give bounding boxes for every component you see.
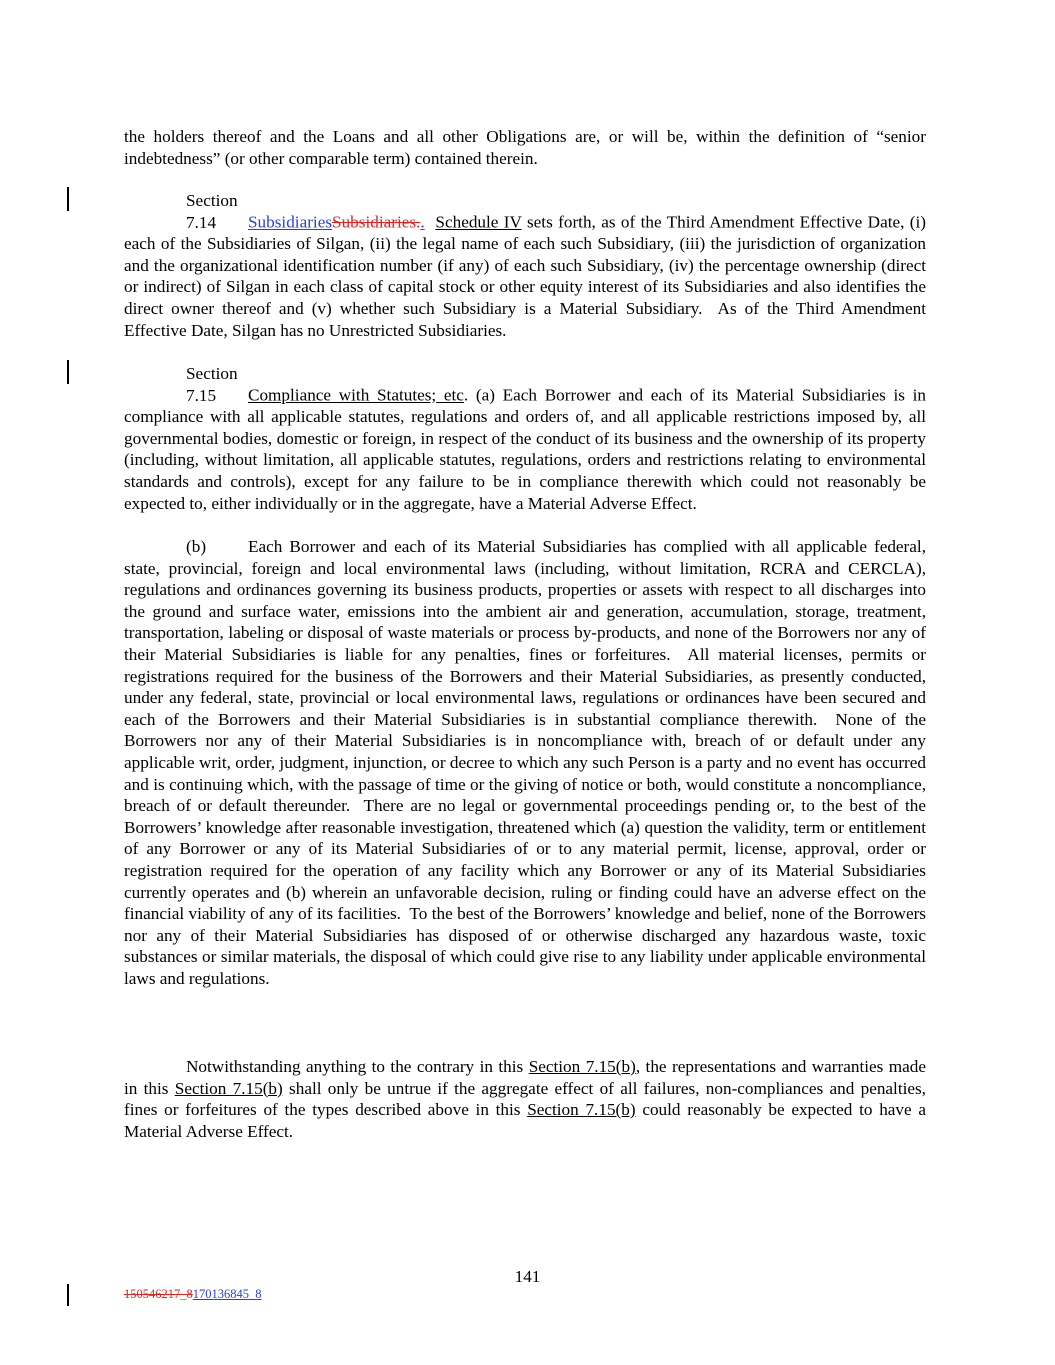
section-7-15-title-period: .: [463, 385, 469, 405]
section-7-15b-body: Each Borrower and each of its Material Subsidiaries has complied with all applicable federal, state, provincial, foreign and local environmental laws (including, without limitation, RCRA and CERCLA), regulations and ordinances governing its business products, properties or assets with respect to all discharges into the ground and surface water, emissions into the ambient air and generation, accumulation, storage, treatment, transportation, labeling or disposal of waste materials or process by-products, and none of the Borrowers nor any of their Material Subsidiaries is liable for any penalties, fines or forfeitures. All material licenses, permits or registrations required for the business of the Borrowers and their Material Subsidiaries, as presently conducted, under any federal, state, provincial or local environmental laws, regulations or ordinances have been secured and each of the Borrowers and their Material Subsidiaries is in substantial compliance therewith. None of the Borrowers nor any of their Material Subsidiaries is in noncompliance with, breach of or default under any applicable writ, order, judgment, injunction, or decree to which any such Person is a party and no event has occurred and is continuing which, with the passage of time or the giving of notice or both, would constitute a noncompliance, breach of or default thereunder. There are no legal or governmental proceedings pending or, to the best of the Borrowers’ knowledge after reasonable investigation, threatened which (a) question the validity, term or entitlement of any Borrower or any of its Material Subsidiaries of or to any material permit, license, approval, order or registration required for the operation of any facility which any Borrower or any of its Material Subsidiaries currently operates and (b) wherein an unfavorable decision, ruling or finding could have an adverse effect on the financial viability of any of its facilities. To the best of the Borrowers’ knowledge and belief, none of the Borrowers nor any of their Material Subsidiaries has disposed of or otherwise discharged any hazardous waste, toxic substances or similar materials, the disposal of which could give rise to any liability under applicable environmental laws and regulations.: [124, 537, 926, 988]
document-id: [124, 1286, 262, 1302]
section-7-15b-reference-1: Section 7.15(b): [528, 1057, 636, 1076]
section-7-15a-body: (a) Each Borrower and each of its Material Subsidiaries is in compliance with all applicable statutes, regulations and orders of, and all applicable restrictions imposed by, all governmental bodies, domestic or foreign, in respect of the conduct of its business and the ownership of its property (including, without limitation, all applicable statutes, regulations, orders and restrictions relating to environmental standards and controls), except for any failure to be in compliance therewith which could not reasonably be expected to, either individually or in the aggregate, have a Material Adverse Effect.: [124, 385, 926, 513]
schedule-iv-reference: Schedule IV: [435, 212, 522, 232]
notwithstanding-text-3: shall only be untrue if the aggregate effect of all failures, non-compliances and penalties, fines or forfeitures of the types described above in this: [124, 1078, 926, 1120]
section-7-14-body: sets forth, as of the Third Amendment Effective Date, (i) each of the Subsidiaries of Silgan, (ii) the legal name of each such Subsidiary, (iii) the jurisdiction of organization and the organizational identification number (if any) of each such Subsidiary, (iv) the percentage ownership (direct or indirect) of Silgan in each class of capital stock or other equity interest of its Subsidiaries and also identifies the direct owner thereof and (v) whether such Subsidiary is a Material Subsidiary. As of the Third Amendment Effective Date, Silgan has no Unrestricted Subsidiaries.: [124, 212, 926, 340]
section-7-14-paragraph: [124, 190, 926, 341]
section-7-15b-label: (b): [186, 537, 207, 556]
section-7-15b-reference-2: Section 7.15(b): [174, 1078, 283, 1098]
notwithstanding-text-1: Notwithstanding anything to the contrary in this: [186, 1057, 529, 1076]
intro-paragraph: [124, 126, 926, 169]
section-7-14-number: Section 7.14: [186, 191, 238, 232]
document-id-deleted: 150546217_8: [124, 1287, 193, 1301]
section-7-15-number: Section 7.15: [186, 364, 238, 405]
section-7-15-title: Compliance with Statutes; etc: [248, 385, 464, 405]
notwithstanding-paragraph: [124, 1056, 926, 1142]
change-bar-footer: [67, 1284, 69, 1306]
section-7-15b-reference-3: Section 7.15(b): [527, 1100, 636, 1120]
notwithstanding-text-2: , the representations and warranties made in this: [124, 1057, 926, 1098]
section-7-15a-paragraph: [124, 363, 926, 514]
intro-text: the holders thereof and the Loans and all other Obligations are, or will be, within the definition of “senior indebtedness” (or other comparable term) contained therein.: [124, 127, 926, 168]
section-7-15b-paragraph: [124, 536, 926, 989]
document-id-inserted: 170136845_8: [192, 1287, 262, 1301]
notwithstanding-text-4: could reasonably be expected to have a Material Adverse Effect.: [124, 1100, 926, 1141]
page-number: 141: [514, 1267, 541, 1286]
change-bar-section-7-15: [67, 360, 69, 384]
section-7-14-inserted-period: .: [420, 212, 425, 232]
section-7-14-title-deleted: Subsidiaries.: [332, 212, 421, 232]
change-bar-section-7-14: [67, 187, 69, 211]
section-7-14-title-inserted: Subsidiaries: [248, 212, 333, 232]
